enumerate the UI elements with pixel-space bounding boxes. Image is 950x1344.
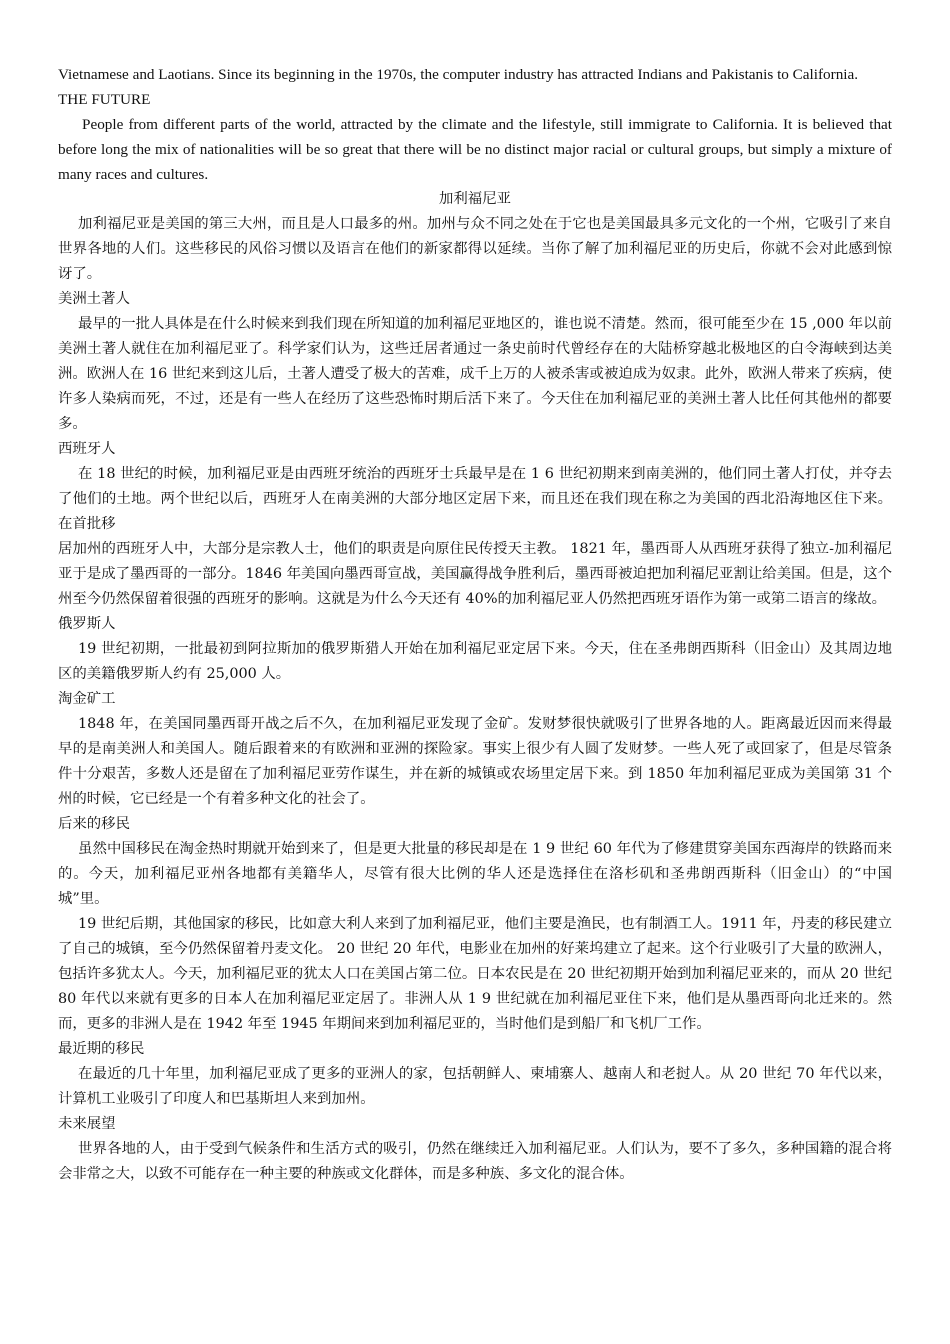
section-paragraph: 世界各地的人，由于受到气候条件和生活方式的吸引，仍然在继续迁入加利福尼亚。人们认为，要不了多久，多种国籍的混合将会非常之大，以致不可能存在一种主要的种族或文化群体，而是多种族、多文化的混合体。 — [58, 1141, 892, 1182]
section-paragraph: 19 世纪后期，其他国家的移民，比如意大利人来到了加利福尼亚，他们主要是渔民，也有制酒工人。1911 年，丹麦的移民建立了自己的城镇，至今仍然保留着丹麦文化。 20 世纪 20 年代，电影业在加州的好莱坞建立了起来。这个行业吸引了大量的欧洲人，包括许多犹太人。今天，加利福尼亚的犹太人口在美国占第二位。日本农民是在 20 世纪初期开始到加利福尼亚来的，而从 20 世纪 80 年代以来就有更多的日本人在加利福尼亚定居了。非洲人从 1 9 世纪就在加利福尼亚住下来，他们是从墨西哥向北迁来的。然而，更多的非洲人是在 1942 年至 1945 年期间来到加利福尼亚的，当时他们是到船厂和飞机厂工作。 — [58, 916, 892, 1032]
section-heading-spanish: 西班牙人 — [58, 441, 116, 457]
section-paragraph: 在 18 世纪的时候，加利福尼亚是由西班牙统治的西班牙士兵最早是在 1 6 世纪初期来到南美洲的，他们同土著人打仗，并夺去了他们的土地。两个世纪以后，西班牙人在南美洲的大部分地区定居下来，而且还在我们现在称之为美国的西北沿海地区住下来。在首批移 — [58, 466, 892, 532]
section-paragraph: 居加州的西班牙人中，大部分是宗教人士，他们的职责是向原住民传授天主教。 1821 年，墨西哥人从西班牙获得了独立-加利福尼亚于是成了墨西哥的一部分。1846 年美国向墨西哥宣战，美国赢得战争胜利后，墨西哥被迫把加利福尼亚割让给美国。但是，这个州至今仍然保留着很强的西班牙的影响。这就是为什么今天还有 40%的加利福尼亚人仍然把西班牙语作为第一或第二语言的缘故。 — [58, 541, 892, 607]
document-page — [58, 62, 892, 1187]
section-paragraph: 1848 年，在美国同墨西哥开战之后不久，在加利福尼亚发现了金矿。发财梦很快就吸引了世界各地的人。距离最近因而来得最早的是南美洲人和美国人。随后跟着来的有欧洲和亚洲的探险家。事实上很少有人圆了发财梦。一些人死了或回家了，但是尽管条件十分艰苦，多数人还是留在了加利福尼亚劳作谋生，并在新的城镇或农场里定居下来。到 1850 年加利福尼亚成为美国第 31 个州的时候，它已经是一个有着多种文化的社会了。 — [58, 716, 892, 807]
chinese-intro: 加利福尼亚是美国的第三大州，而且是人口最多的州。加州与众不同之处在于它也是美国最具多元文化的一个州，它吸引了来自世界各地的人们。这些移民的风俗习惯以及语言在他们的新家都得以延续。当你了解了加利福尼亚的历史后，你就不会对此感到惊讶了。 — [58, 216, 892, 282]
section-heading-russians: 俄罗斯人 — [58, 616, 116, 632]
english-future-paragraph: People from different parts of the world, attracted by the climate and the lifestyle, still immigrate to California. It is believed that before long the mix of nationalities will be so great that there will be no distinct major racial or cultural groups, but simply a mixture of many races and cultures. — [58, 116, 892, 183]
chinese-title: 加利福尼亚 — [439, 191, 511, 207]
section-heading-gold-miners: 淘金矿工 — [58, 691, 116, 707]
section-heading-later-immigrants: 后来的移民 — [58, 816, 130, 832]
section-paragraph: 在最近的几十年里，加利福尼亚成了更多的亚洲人的家，包括朝鲜人、柬埔寨人、越南人和老挝人。从 20 世纪 70 年代以来，计算机工业吸引了印度人和巴基斯坦人来到加州。 — [58, 1066, 892, 1107]
section-paragraph: 最早的一批人具体是在什么时候来到我们现在所知道的加利福尼亚地区的，谁也说不清楚。然而，很可能至少在 15 ,000 年以前美洲土著人就住在加利福尼亚了。科学家们认为，这些迁居者通过一条史前时代曾经存在的大陆桥穿越北极地区的白令海峡到达美洲。欧洲人在 16 世纪来到这儿后，土著人遭受了极大的苦难，成千上万的人被杀害或被迫成为奴隶。此外，欧洲人带来了疾病，使许多人染病而死，不过，还是有一些人在经历了这些恐怖时期后活下来了。今天住在加利福尼亚的美洲土著人比任何其他州的都要多。 — [58, 316, 892, 432]
section-paragraph: 19 世纪初期，一批最初到阿拉斯加的俄罗斯猎人开始在加利福尼亚定居下来。今天，住在圣弗朗西斯科（旧金山）及其周边地区的美籍俄罗斯人约有 25,000 人。 — [58, 641, 892, 682]
english-future-heading: THE FUTURE — [58, 91, 151, 108]
english-paragraph-tail: Vietnamese and Laotians. Since its beginning in the 1970s, the computer industry has attracted Indians and Pakistanis to California. — [58, 66, 859, 83]
section-heading-native-americans: 美洲土著人 — [58, 291, 130, 307]
section-heading-future: 未来展望 — [58, 1116, 116, 1132]
section-paragraph: 虽然中国移民在淘金热时期就开始到来了，但是更大批量的移民却是在 1 9 世纪 60 年代为了修建贯穿美国东西海岸的铁路而来的。今天，加利福尼亚州各地都有美籍华人，尽管有很大比例的华人还是选择住在洛杉矶和圣弗朗西斯科（旧金山）的“中国城”里。 — [58, 841, 892, 907]
section-heading-recent-immigrants: 最近期的移民 — [58, 1041, 145, 1057]
